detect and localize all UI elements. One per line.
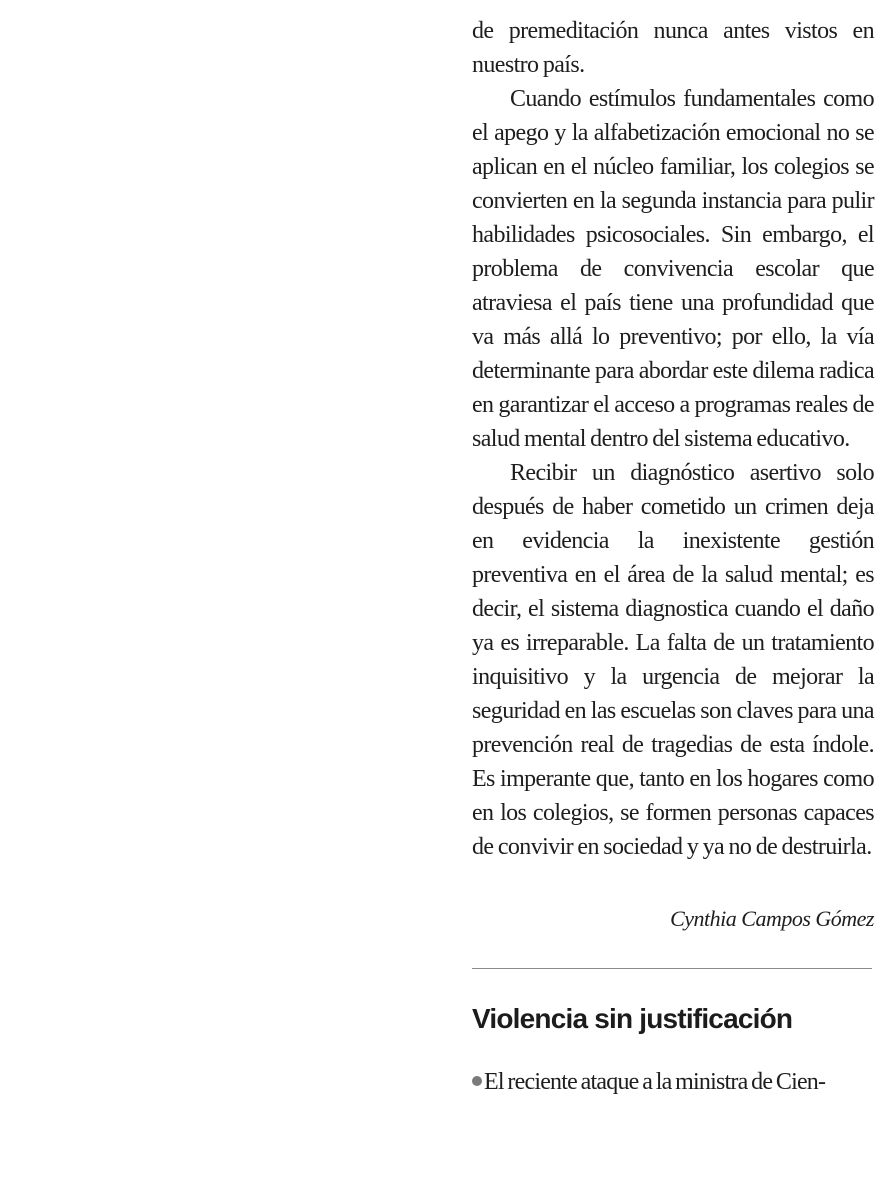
author-signature: Cynthia Campos Gómez <box>670 906 874 931</box>
letters-column <box>472 14 874 1099</box>
lead-text: El reciente ataque a la ministra de Cien- <box>484 1069 826 1095</box>
article-headline: Violencia sin justificación <box>472 1003 793 1034</box>
paragraph-continuation: de premeditación nunca antes vistos en nuestro país. <box>472 18 874 78</box>
bullet-icon <box>472 1076 482 1086</box>
article-lead <box>472 1065 874 1099</box>
article-body <box>472 14 874 864</box>
paragraph: Cuando estímulos fundamentales como el apego y la alfabetización emocional no se aplican en el núcleo familiar, los colegios se convierten en la segunda instancia para pulir habilidades psicosociales. Sin embargo, el problema de convivencia escolar que atraviesa el país tiene una profundidad que va más allá lo preventivo; por ello, la vía determinante para abordar este dilema radica en garantizar el acceso a programas reales de salud mental dentro del sistema educativo. <box>472 86 874 452</box>
paragraph: Recibir un diagnóstico asertivo solo después de haber cometido un crimen deja en evidencia la inexistente gestión preventiva en el área de la salud mental; es decir, el sistema diagnostica cuando el daño ya es irreparable. La falta de un tratamiento inquisitivo y la urgencia de mejorar la seguridad en las escuelas son claves para una prevención real de tragedias de esta índole. Es imperante que, tanto en los hogares como en los colegios, se formen personas capaces de convivir en sociedad y ya no de destruirla. <box>472 460 874 860</box>
section-divider <box>472 968 872 969</box>
